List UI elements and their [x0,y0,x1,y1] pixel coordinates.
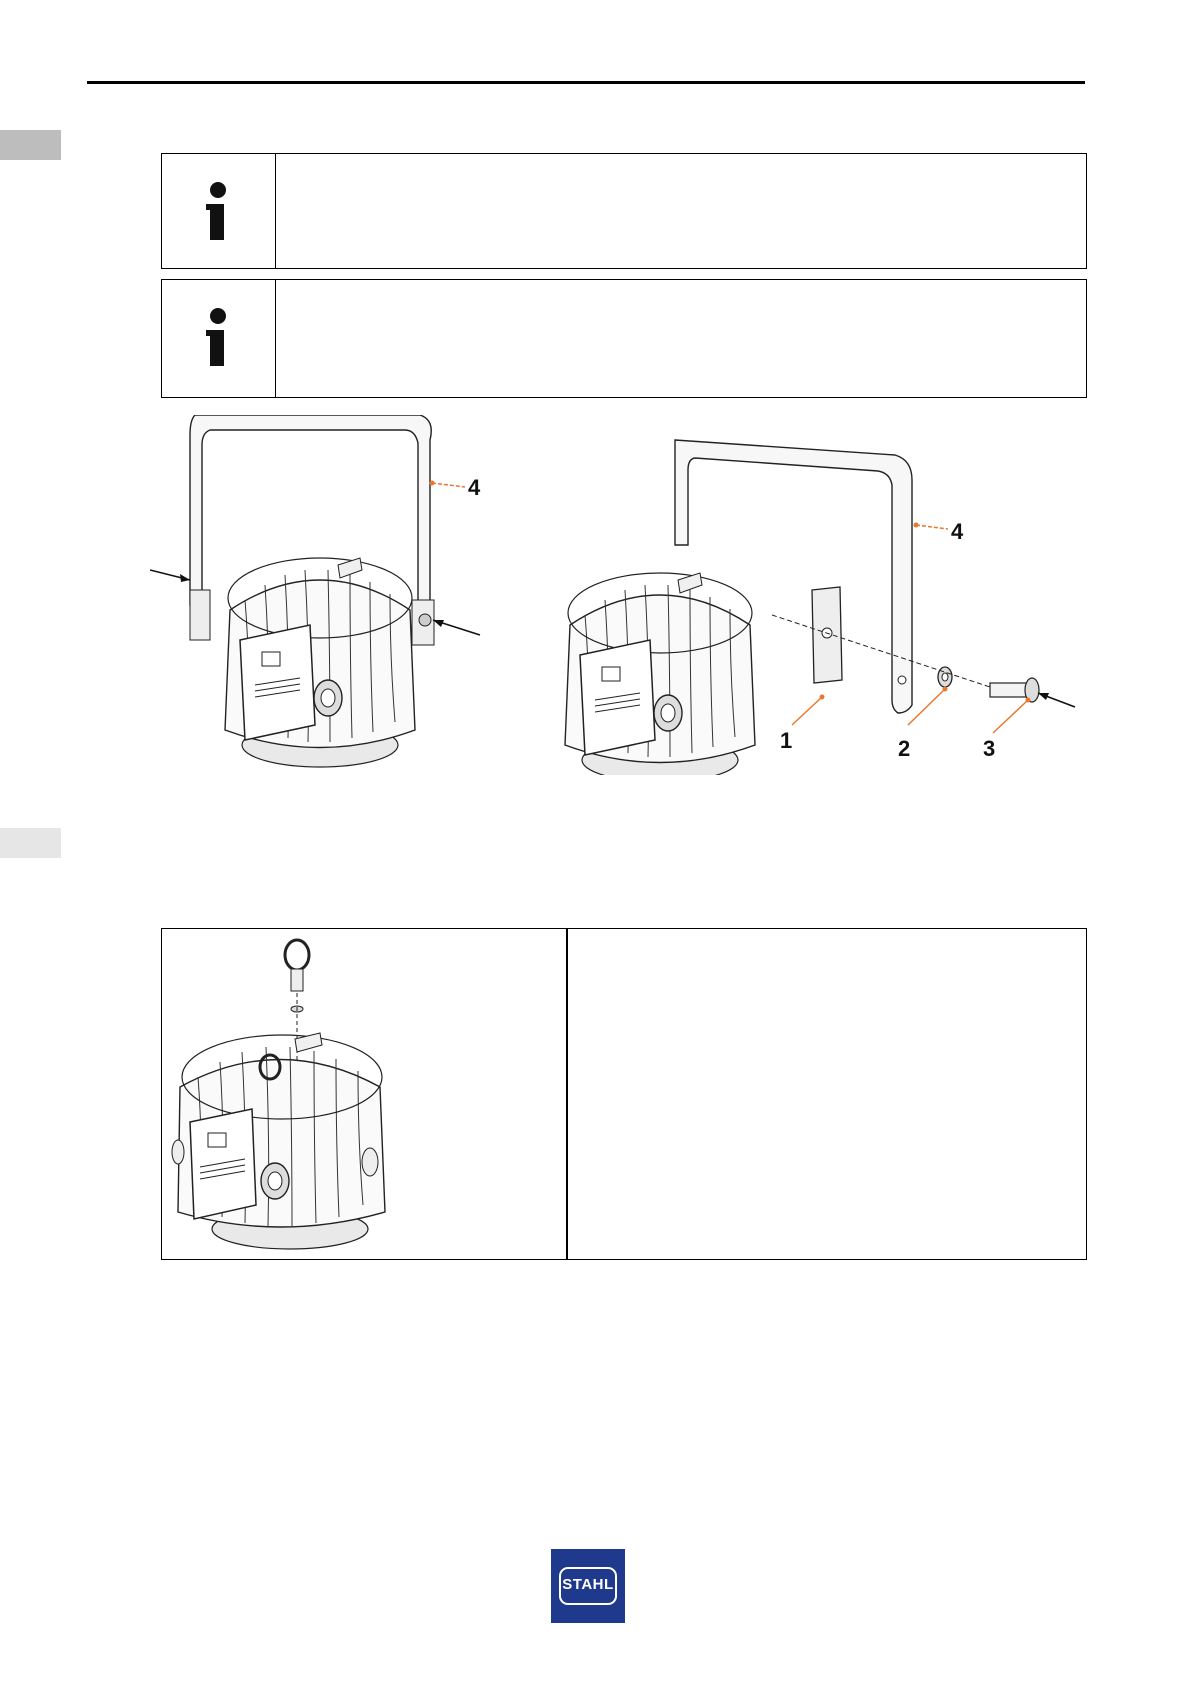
header-rule [87,81,1085,84]
info-icon [200,180,234,246]
logo-text: STAHL [562,1576,614,1593]
eyebolt-illustration [170,937,560,1255]
luminaire-right [565,440,1075,775]
info-icon [200,306,234,372]
mounting-bracket-illustration [150,415,1100,775]
chapter-tab [0,828,61,858]
info-icon-cell [162,280,276,397]
table-divider [566,929,568,1259]
callout-label: 2 [898,736,911,761]
info-note-box [161,153,1087,269]
callout-label: 1 [780,728,793,753]
eyebolt-figure-cell [170,937,560,1255]
luminaire-left [150,415,481,767]
callout-label: 4 [468,475,481,500]
callout-label: 3 [983,736,996,761]
callout-label: 4 [951,519,964,544]
eyebolt-table [161,928,1087,1260]
info-icon-cell [162,154,276,268]
stahl-logo [551,1549,625,1623]
info-note-box [161,279,1087,398]
chapter-tab-active [0,130,61,160]
mounting-bracket-figure [150,415,1100,775]
